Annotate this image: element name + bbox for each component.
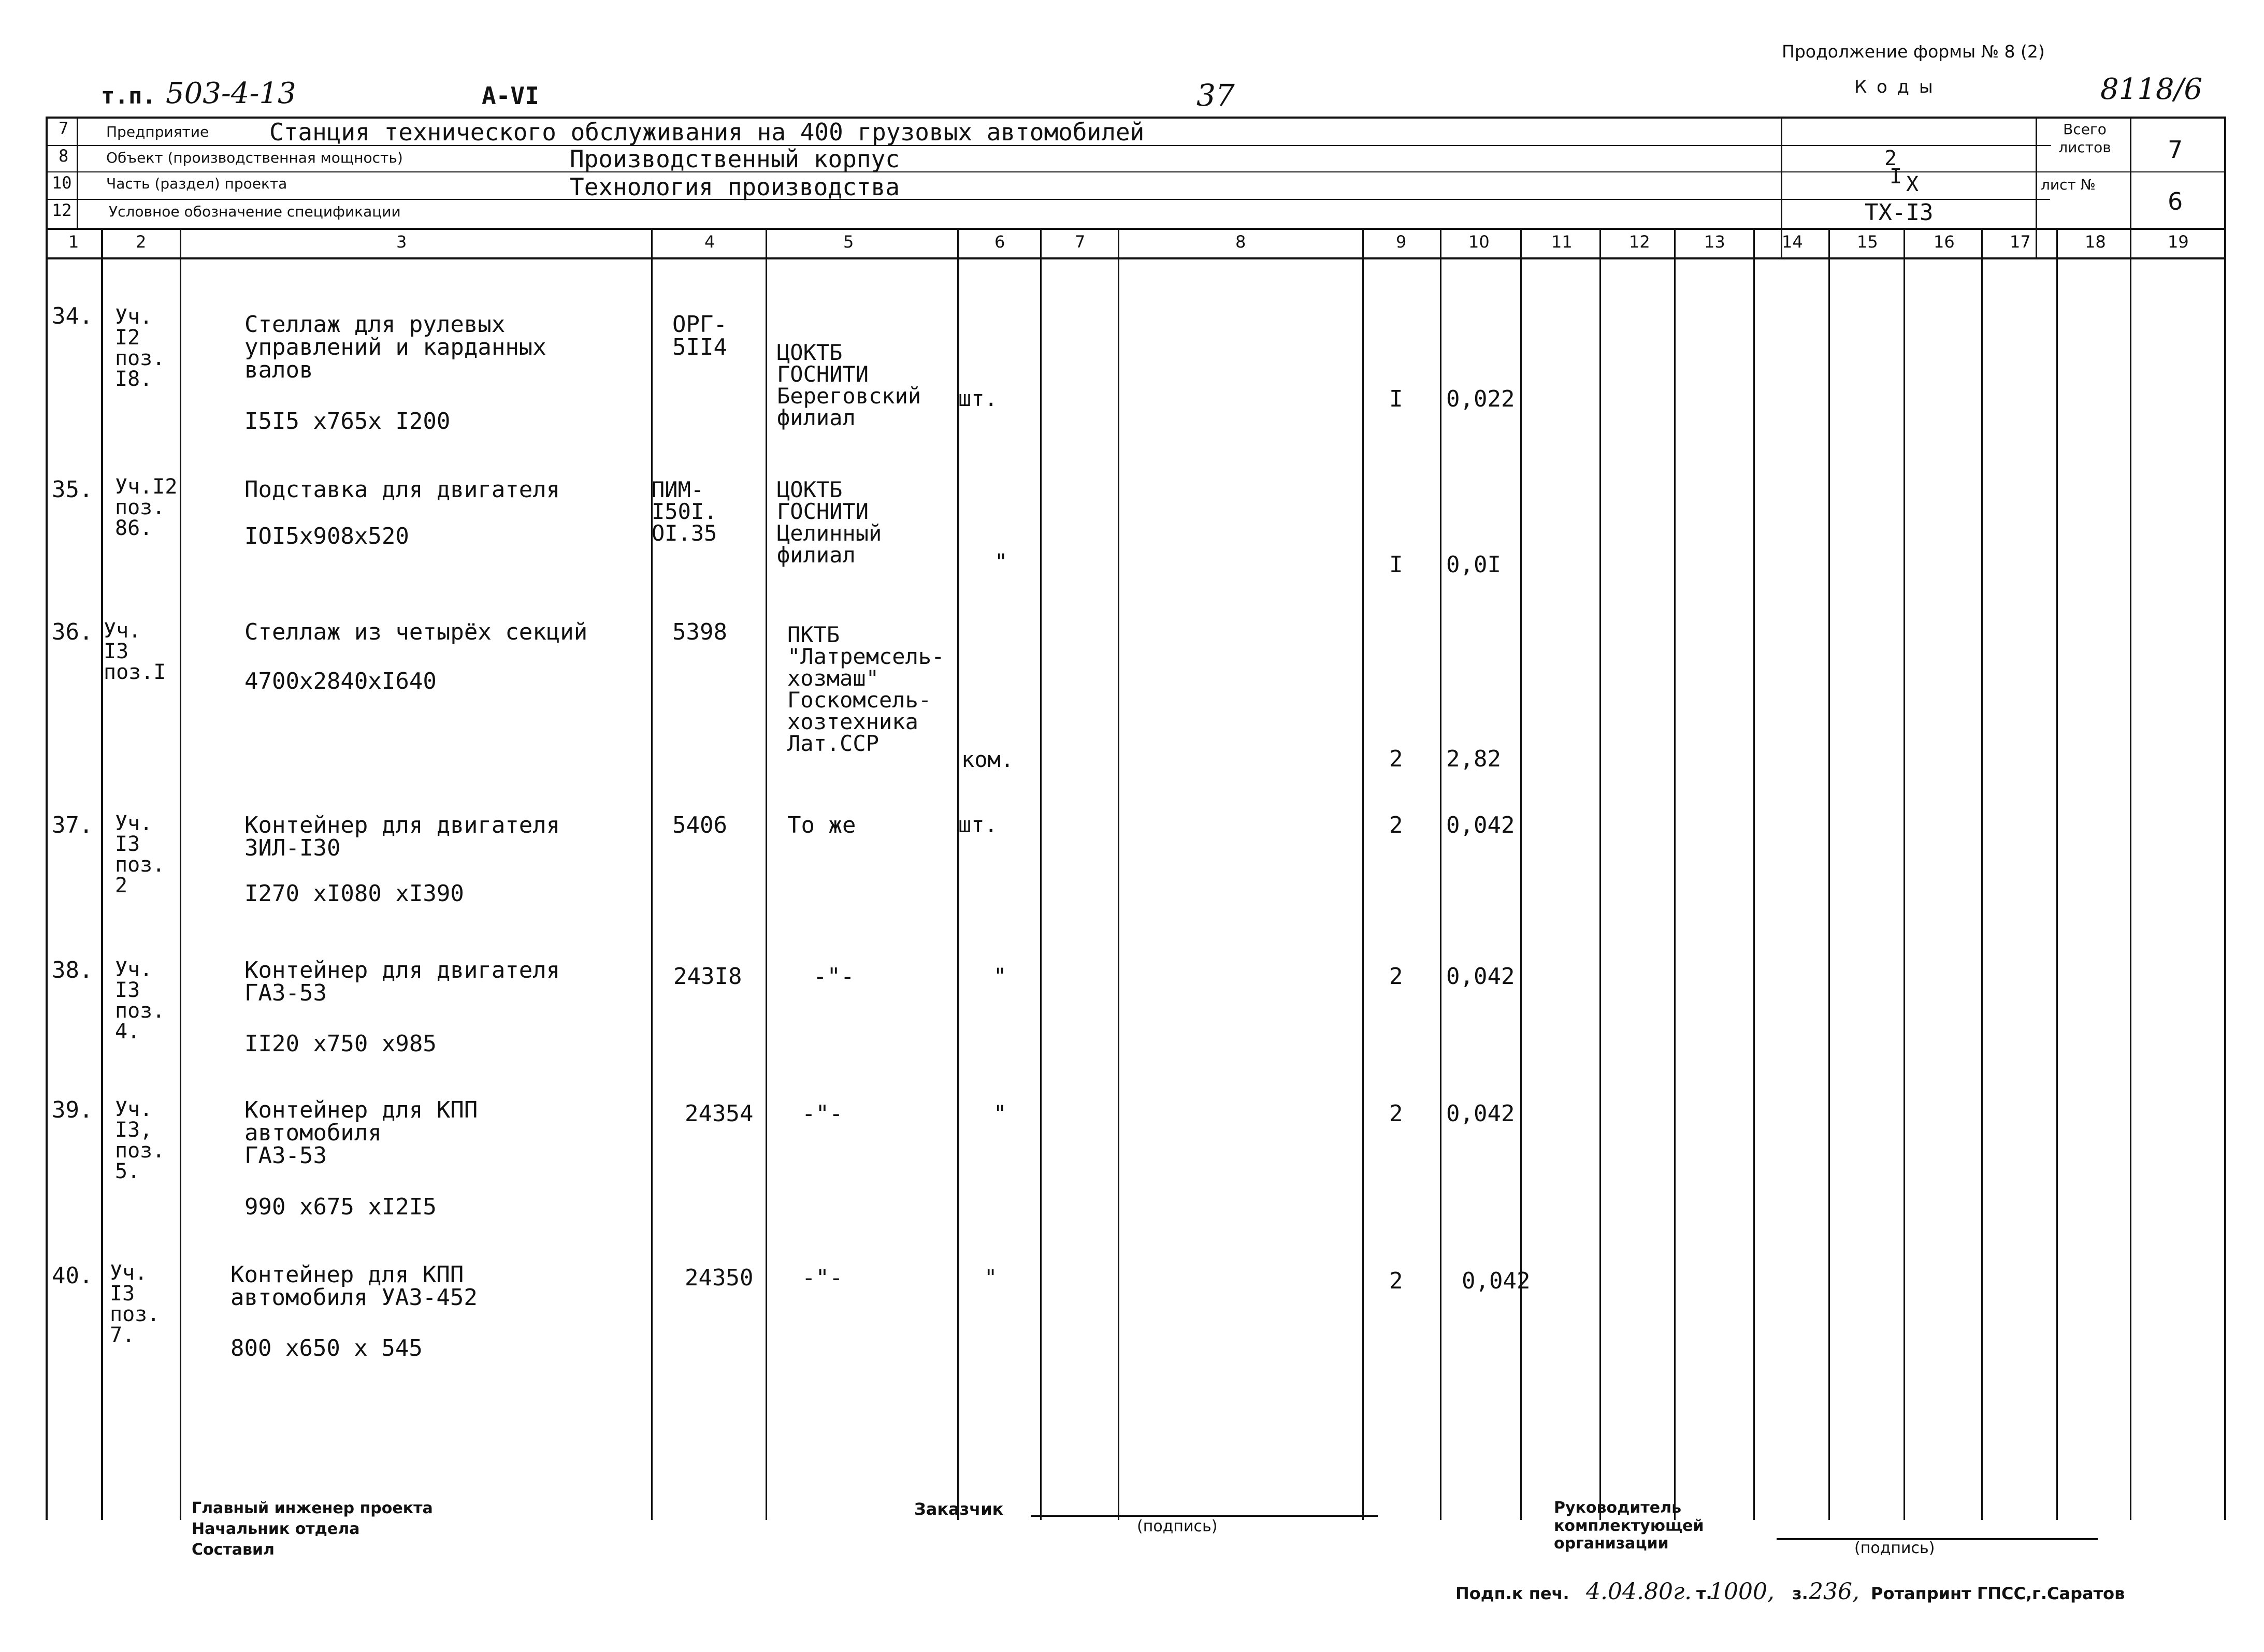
customer-signature-line <box>1031 1515 1378 1517</box>
column-number: 2 <box>136 232 147 252</box>
column-number: 12 <box>1629 232 1650 252</box>
column-number: 17 <box>2010 232 2031 252</box>
enterprise-value: Станция технического обслуживания на 400 грузовых автомобилей <box>269 118 1145 146</box>
column-number: 4 <box>704 232 715 252</box>
print-run: 1000, <box>1709 1578 1775 1605</box>
row-number: 36. <box>52 619 93 645</box>
page-number: 37 <box>1196 78 1235 113</box>
row-developer: -"- <box>802 1100 843 1127</box>
tp-label: т.п. <box>101 83 156 109</box>
row-location: Уч. I2 поз. I8. <box>115 305 165 391</box>
column-number: 6 <box>994 232 1005 252</box>
object-label: Объект (производственная мощность) <box>106 149 403 166</box>
row-mass: 0,0I <box>1446 552 1501 578</box>
row-code: 24350 <box>685 1265 754 1291</box>
row-dimensions: IOI5x908x520 <box>244 523 409 549</box>
row-unit: " <box>994 549 1008 574</box>
row-name: Стеллаж для рулевых управлений и карданных валов <box>244 311 546 383</box>
column-number: 5 <box>843 232 854 252</box>
header-row-number: 8 <box>59 146 69 166</box>
row-dimensions: 800 x650 x 545 <box>230 1335 423 1361</box>
part-code-b: X <box>1906 172 1919 196</box>
doc-reference: 8118/6 <box>2100 73 2203 106</box>
enterprise-label: Предприятие <box>106 123 209 140</box>
column-number: 3 <box>396 232 407 252</box>
total-sheets-label: Всего листов <box>2058 121 2111 156</box>
row-developer: ЦОКТБ ГОСНИТИ Целинный филиал <box>777 477 882 568</box>
row-number: 40. <box>52 1263 93 1289</box>
object-value: Производственный корпус <box>570 145 900 173</box>
row-code: 5406 <box>672 812 727 838</box>
row-unit: " <box>984 1265 998 1290</box>
supplier-signature-caption: (подпись) <box>1854 1539 1935 1557</box>
object-code: 2 <box>1884 147 1897 170</box>
chief-engineer-label: Главный инженер проекта <box>192 1499 433 1517</box>
print-approval-label: Подп.к печ. <box>1455 1584 1569 1603</box>
row-name: Контейнер для КПП автомобиля УАЗ-452 <box>230 1262 478 1311</box>
header-row-number: 10 <box>52 173 72 193</box>
row-number: 39. <box>52 1097 93 1123</box>
print-run-label: т. <box>1696 1584 1712 1603</box>
spec-label: Условное обозначение спецификации <box>109 203 401 220</box>
column-number: 11 <box>1551 232 1573 252</box>
row-location: Уч. I3 поз.I <box>104 619 166 684</box>
row-quantity: 2 <box>1389 963 1403 990</box>
row-name: Подставка для двигателя <box>244 476 560 503</box>
row-mass: 0,042 <box>1446 812 1515 838</box>
row-code: 24354 <box>685 1100 754 1127</box>
row-mass: 0,042 <box>1462 1268 1531 1294</box>
row-code: ОРГ- 5II4 <box>672 311 727 360</box>
row-developer: ПКТБ "Латремсель- хозмаш" Госкомсель- хозтехника Лат.ССР <box>787 622 945 756</box>
column-number: 15 <box>1857 232 1878 252</box>
row-dimensions: I270 xI080 xI390 <box>244 880 464 907</box>
header-row-number: 7 <box>59 119 69 138</box>
spec-code: ТХ-I3 <box>1865 199 1934 226</box>
row-location: Уч. I3, поз. 5. <box>115 1097 165 1183</box>
column-number: 13 <box>1704 232 1725 252</box>
row-quantity: 2 <box>1389 746 1403 772</box>
row-unit: шт. <box>958 812 998 837</box>
continuation-note: Продолжение формы № 8 (2) <box>1782 41 2045 62</box>
row-dimensions: II20 x750 x985 <box>244 1031 437 1057</box>
column-number: 7 <box>1075 232 1086 252</box>
part-label: Часть (раздел) проекта <box>106 175 287 192</box>
row-number: 35. <box>52 476 93 503</box>
order-number: 236, <box>1809 1578 1859 1605</box>
row-mass: 0,042 <box>1446 1100 1515 1127</box>
total-sheets-value: 7 <box>2168 136 2183 164</box>
row-quantity: 2 <box>1389 1268 1403 1294</box>
sheet-number-value: 6 <box>2168 187 2183 215</box>
row-location: Уч.I2 поз. 86. <box>115 475 178 540</box>
album-label: А-VI <box>482 82 539 110</box>
row-mass: 0,022 <box>1446 386 1515 412</box>
part-code-a: I <box>1890 165 1902 189</box>
column-number: 8 <box>1235 232 1246 252</box>
row-location: Уч. I3 поз. 4. <box>115 958 165 1044</box>
row-number: 38. <box>52 957 93 983</box>
row-dimensions: 4700x2840xI640 <box>244 668 437 694</box>
row-name: Контейнер для двигателя ГАЗ-53 <box>244 957 560 1006</box>
column-number: 19 <box>2168 232 2189 252</box>
row-name: Контейнер для двигателя ЗИЛ-I30 <box>244 812 560 861</box>
tp-number: 503-4-13 <box>166 77 296 110</box>
customer-signature-caption: (подпись) <box>1137 1517 1218 1535</box>
column-number: 18 <box>2085 232 2106 252</box>
column-number: 10 <box>1468 232 1490 252</box>
row-developer: ЦОКТБ ГОСНИТИ Береговский филиал <box>777 340 921 430</box>
supplier-head-label: Руководитель комплектующей организации <box>1554 1499 1704 1553</box>
order-label: з. <box>1792 1584 1808 1603</box>
row-unit: " <box>993 963 1007 989</box>
codes-label: К о д ы <box>1854 77 1935 97</box>
row-dimensions: 990 x675 xI2I5 <box>244 1194 437 1220</box>
column-number: 9 <box>1396 232 1407 252</box>
row-number: 34. <box>52 303 93 329</box>
row-quantity: I <box>1389 552 1403 578</box>
row-quantity: I <box>1389 386 1403 412</box>
row-unit: шт. <box>958 386 998 411</box>
row-unit: " <box>993 1100 1007 1126</box>
row-location: Уч. I3 поз. 2 <box>115 811 165 897</box>
row-dimensions: I5I5 x765x I200 <box>244 408 451 434</box>
row-quantity: 2 <box>1389 812 1403 838</box>
row-unit: ком. <box>961 747 1014 772</box>
column-number: 14 <box>1782 232 1803 252</box>
row-developer: -"- <box>802 1265 843 1291</box>
print-date: 4.04.80г. <box>1586 1578 1692 1605</box>
row-number: 37. <box>52 812 93 838</box>
row-code: 5398 <box>672 619 727 645</box>
customer-label: Заказчик <box>914 1499 1004 1519</box>
supplier-signature-line <box>1777 1538 2098 1540</box>
row-developer: То же <box>787 812 856 838</box>
row-mass: 2,82 <box>1446 746 1501 772</box>
row-name: Стеллаж из четырёх секций <box>244 619 588 645</box>
printer-name: Ротапринт ГПСС,г.Саратов <box>1871 1584 2125 1603</box>
sheet-number-label: лист № <box>2041 176 2096 193</box>
department-head-label: Начальник отдела <box>192 1520 360 1538</box>
row-name: Контейнер для КПП автомобиля ГАЗ-53 <box>244 1097 478 1169</box>
row-code: ПИМ- I50I. OI.35 <box>652 477 717 546</box>
column-number: 16 <box>1934 232 1955 252</box>
header-row-number: 12 <box>52 200 72 220</box>
row-mass: 0,042 <box>1446 963 1515 990</box>
row-developer: -"- <box>813 963 855 990</box>
row-quantity: 2 <box>1389 1100 1403 1127</box>
row-location: Уч. I3 поз. 7. <box>110 1261 160 1347</box>
compiled-by-label: Составил <box>192 1541 275 1559</box>
column-number: 1 <box>68 232 79 252</box>
row-code: 243I8 <box>673 963 742 990</box>
part-value: Технология производства <box>570 173 900 201</box>
